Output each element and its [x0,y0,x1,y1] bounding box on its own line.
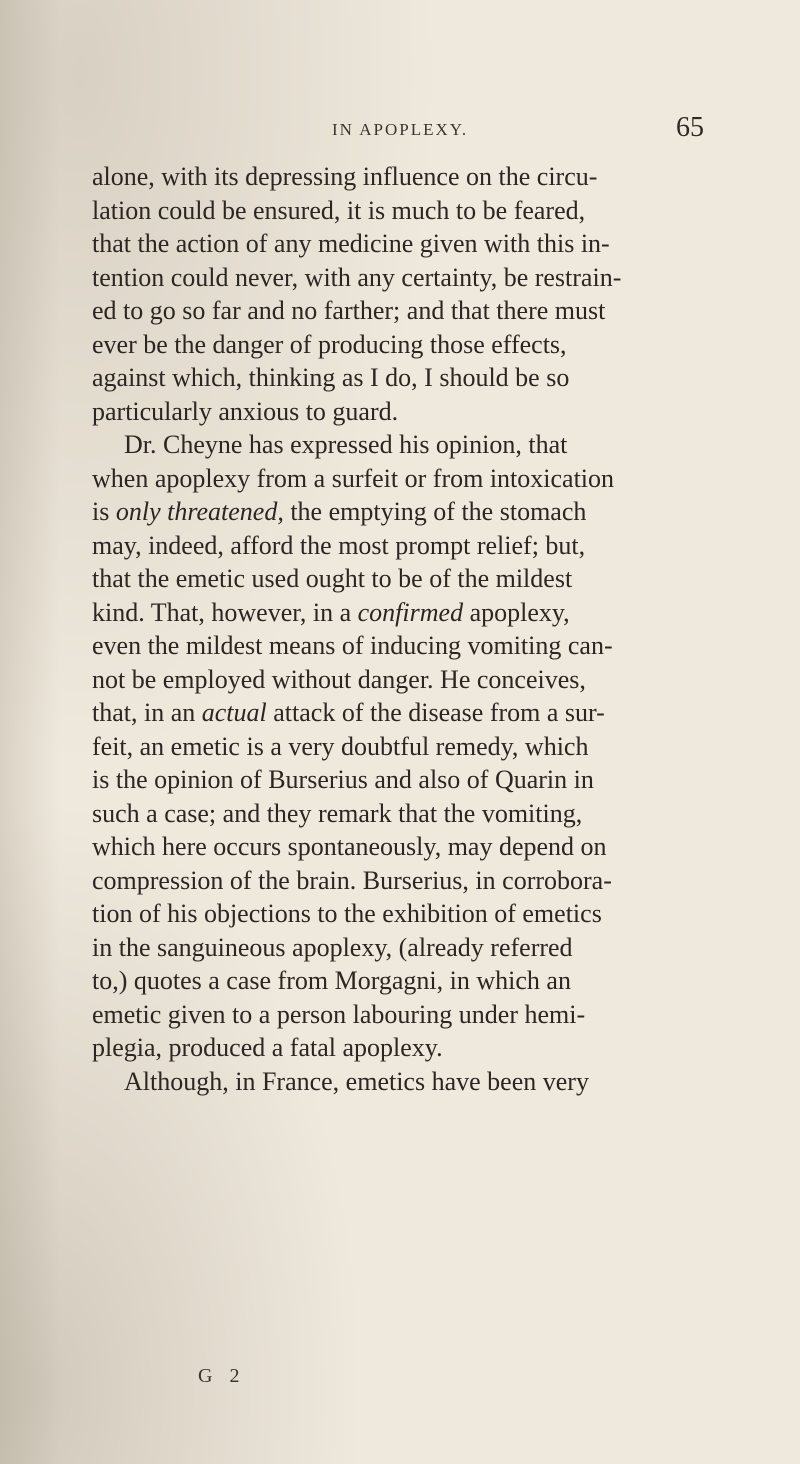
text-line: ed to go so far and no farther; and that there must [92,296,606,325]
text-segment: attack of the disease from a sur- [266,698,605,727]
text-line: when apoplexy from a surfeit or from intoxication [92,463,615,493]
text-line: tion of his objections to the exhibition of emetics [92,899,602,928]
text-line: may, indeed, afford the most prompt relief; but, [92,530,586,560]
text-line: alone, with its depressing influence on the circu- [92,162,598,191]
text-line-with-italic [92,696,752,730]
text-line: not be employed without danger. He conceives, [92,664,586,694]
text-line: to,) quotes a case from Morgagni, in which an [92,966,571,995]
text-line: even the mildest means of inducing vomiting can- [92,631,613,660]
text-line: is the opinion of Burserius and also of Quarin in [92,765,594,794]
text-line: ever be the danger of producing those effects, [92,329,567,359]
text-line-with-italic [92,596,752,630]
text-line: against which, thinking as I do, I should be so [92,363,570,392]
text-segment: is [92,497,116,526]
text-line: feit, an emetic is a very doubtful remedy, which [92,731,589,761]
italic-phrase: actual [201,698,267,727]
text-segment: kind. That, however, in a [92,597,358,627]
text-line-with-italic [92,495,752,529]
text-line: compression of the brain. Burserius, in corrobora- [92,865,612,895]
text-line: plegia, produced a fatal apoplexy. [92,1033,443,1062]
text-line: in the sanguineous apoplexy, (already referred [92,932,573,962]
paragraph-start-line: Although, in France, emetics have been very [124,1066,589,1096]
text-line: emetic given to a person labouring under hemi- [92,999,586,1029]
text-line: lation could be ensured, it is much to be feared, [92,195,586,225]
text-line: particularly anxious to guard. [92,396,399,426]
body-text [92,160,752,1098]
text-segment: the emptying of the stomach [283,497,587,526]
text-line: that the action of any medicine given with this in- [92,229,610,258]
page-number: 65 [676,112,704,143]
text-segment: that, in an [92,698,202,727]
text-line: that the emetic used ought to be of the mildest [92,564,573,593]
running-head: IN APOPLEXY. [332,120,469,139]
text-line: which here occurs spontaneously, may depend on [92,832,607,861]
page-header [0,112,800,152]
signature-mark: G 2 [198,1365,246,1387]
italic-phrase: confirmed [357,597,464,627]
text-segment: apoplexy, [463,597,570,627]
text-line: tention could never, with any certainty, be restrain- [92,262,622,292]
italic-phrase: only threatened, [115,497,284,526]
text-line: such a case; and they remark that the vomiting, [92,798,583,828]
paragraph-start-line: Dr. Cheyne has expressed his opinion, that [124,430,568,459]
